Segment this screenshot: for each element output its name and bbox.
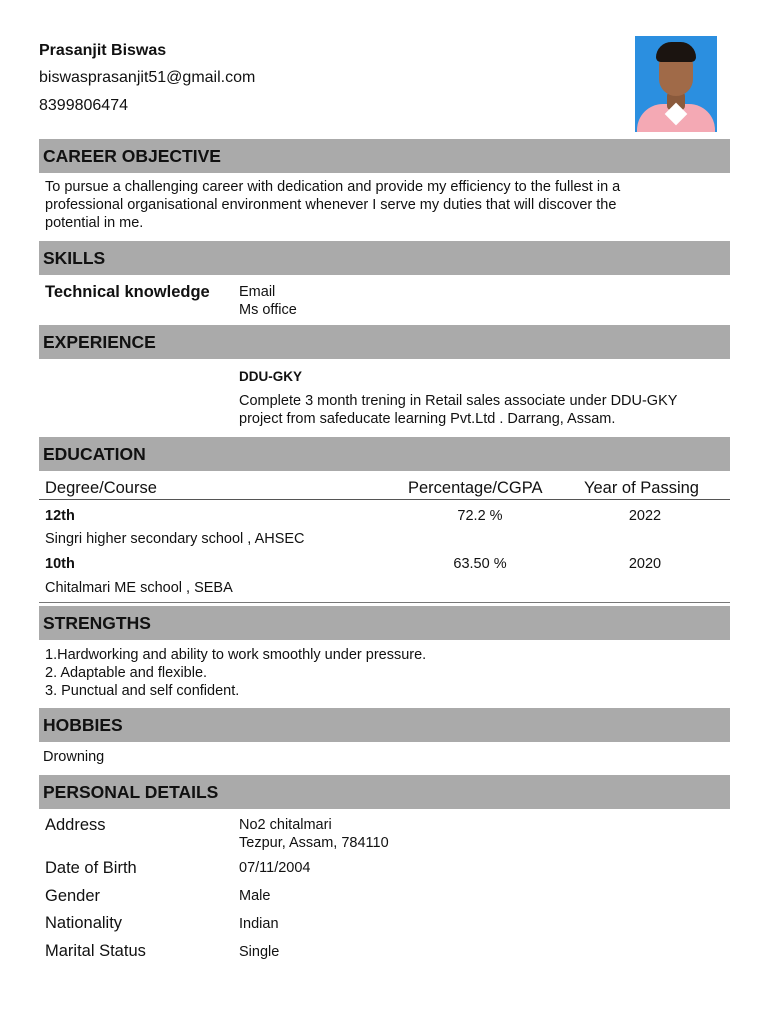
skills-label: Technical knowledge [45,283,210,301]
strength-item: 1.Hardworking and ability to work smoothly under pressure. [45,647,427,663]
strength-item: 3. Punctual and self confident. [45,683,240,699]
edu-row-year: 2022 [628,508,662,524]
section-title: EDUCATION [43,444,146,464]
section-title: STRENGTHS [43,613,151,633]
experience-line: project from safeducate learning Pvt.Ltd . Darrang, Assam. [239,411,616,427]
experience-line: Complete 3 month trening in Retail sales associate under DDU-GKY [239,393,678,409]
candidate-name: Prasanjit Biswas [39,42,167,59]
edu-row-school: Singri higher secondary school , AHSEC [45,531,305,547]
skill-item: Email [239,284,276,300]
section-career-objective [39,139,730,173]
edu-table-divider [39,602,730,603]
gender-value: Male [239,888,271,904]
dob-label: Date of Birth [45,859,137,877]
section-personal-details [39,775,730,809]
gender-label: Gender [45,887,101,905]
edu-row-percentage: 72.2 % [457,508,503,524]
address-line: Tezpur, Assam, 784110 [239,835,389,851]
experience-org: DDU-GKY [239,369,302,384]
strength-item: 2. Adaptable and flexible. [45,665,208,681]
candidate-email: biswasprasanjit51@gmail.com [39,69,256,86]
section-title: SKILLS [43,248,106,268]
marital-status-value: Single [239,944,280,960]
edu-row-percentage: 63.50 % [453,556,507,572]
edu-row-year: 2020 [628,556,662,572]
candidate-phone: 8399806474 [39,97,128,114]
section-title: EXPERIENCE [43,332,156,352]
skill-item: Ms office [239,302,297,318]
hobby-item: Drowning [43,749,105,765]
marital-status-label: Marital Status [45,942,146,960]
address-line: No2 chitalmari [239,817,332,833]
text-line: To pursue a challenging career with dedication and provide my efficiency to the fullest in a [45,179,621,195]
edu-row-degree: 10th [45,556,75,572]
address-label: Address [45,816,106,834]
section-strengths [39,606,730,640]
edu-row-degree: 12th [45,508,75,524]
section-experience [39,325,730,359]
section-hobbies [39,708,730,742]
section-skills [39,241,730,275]
edu-header-year: Year of Passing [584,479,699,497]
edu-header-percentage: Percentage/CGPA [408,479,543,497]
section-title: CAREER OBJECTIVE [43,146,221,166]
photo-hair [656,42,696,62]
nationality-value: Indian [239,916,279,932]
section-title: HOBBIES [43,715,123,735]
dob-value: 07/11/2004 [239,860,311,876]
edu-header-divider [39,499,730,500]
career-objective-text [45,178,725,232]
profile-photo [635,36,717,132]
strengths-list [45,646,725,700]
text-line: professional organisational environment whenever I serve my duties that will discover the [45,197,617,213]
section-title: PERSONAL DETAILS [43,782,219,802]
edu-header-degree: Degree/Course [45,479,157,497]
section-education [39,437,730,471]
nationality-label: Nationality [45,914,123,932]
edu-row-school: Chitalmari ME school , SEBA [45,580,233,596]
text-line: potential in me. [45,215,144,231]
